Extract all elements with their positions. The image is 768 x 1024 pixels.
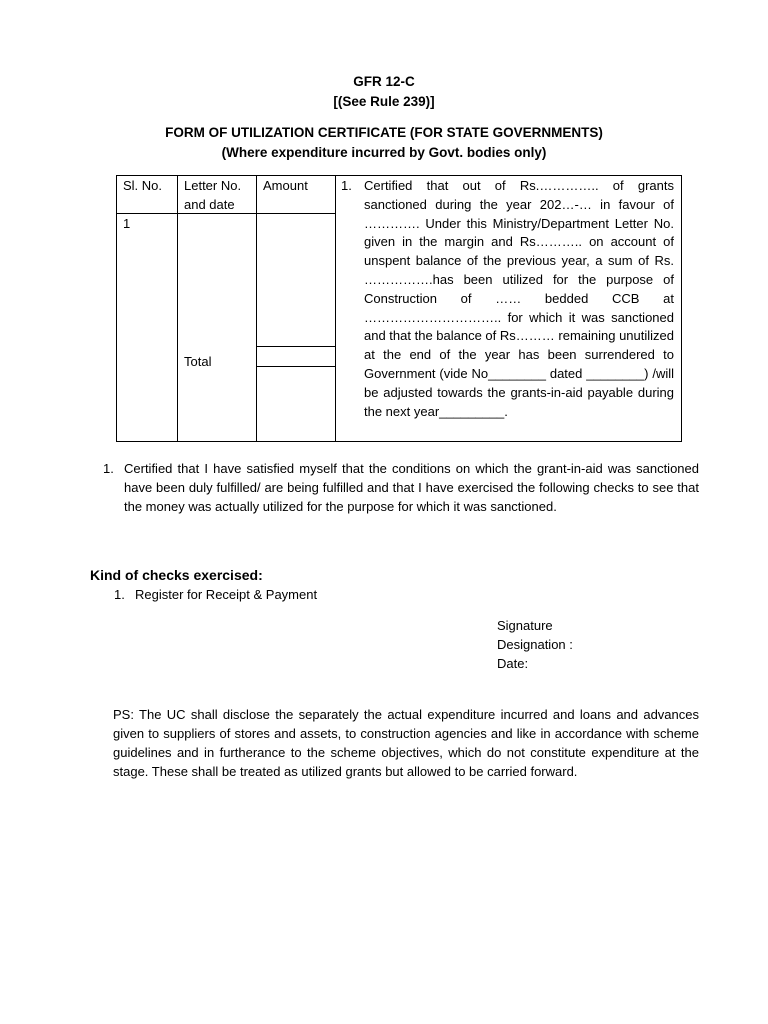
certificate-text: Certified that out of Rs.………….. of grants sanctioned during the year 202…-… in favour of …………. Under this Ministry/Department Letter No. given in the margin and Rs……….. on account of unspent balance of the previous year, a sum of Rs. …………….has been utilized for the purpose of Construction of …… bedded CCB at ………………………….. for which it was sanctioned and that the balance of Rs……… remaining unutilized at the end of the year has been surrendered to Government (vide No________ dated ________) /will be adjusted towards the grants-in-aid payable during the next year_________. xyxy=(364,178,675,419)
rule-reference: [(See Rule 239)] xyxy=(333,94,435,109)
checks-heading: Kind of checks exercised: xyxy=(90,567,263,583)
table-divider xyxy=(177,175,178,441)
certification-number: 1. xyxy=(103,461,114,476)
form-code: GFR 12-C xyxy=(353,74,415,89)
signature-label: Signature xyxy=(497,618,553,633)
table-total-divider xyxy=(256,366,335,367)
table-total-label: Total xyxy=(184,354,212,369)
table-total-divider xyxy=(256,346,335,347)
certificate-number: 1. xyxy=(341,178,352,193)
check-item-number: 1. xyxy=(114,587,125,602)
postscript: PS: The UC shall disclose the separately the actual expenditure incurred and loans and advances given to suppliers of stores and assets, to construction agencies and like in accordance with scheme guidelines and in furtherance to the scheme objectives, which do not constitute expenditure at the stage. These shall be treated as utilized grants but allowed to be carried forward. xyxy=(113,707,699,779)
table-cell-sl-no: 1 xyxy=(123,216,131,231)
table-border-top xyxy=(116,175,682,176)
form-subtitle: (Where expenditure incurred by Govt. bodies only) xyxy=(221,145,547,160)
column-header-sl-no: Sl. No. xyxy=(123,178,163,193)
table-divider xyxy=(256,175,257,441)
column-header-letter-no: Letter No. and date xyxy=(184,178,242,212)
table-divider xyxy=(335,175,336,441)
table-border-right xyxy=(681,175,682,441)
certification-text: Certified that I have satisfied myself that the conditions on which the grant-in-aid was sanctioned have been duly fulfilled/ are being fulfilled and that I have exercised the following checks to see that the money was actually utilized for the purpose for which it was sanctioned. xyxy=(124,461,699,514)
designation-label: Designation : xyxy=(497,637,573,652)
form-title: FORM OF UTILIZATION CERTIFICATE (FOR STATE GOVERNMENTS) xyxy=(165,125,603,140)
table-border-left xyxy=(116,175,117,441)
check-item-text: Register for Receipt & Payment xyxy=(135,587,318,602)
table-border-bottom xyxy=(116,441,682,442)
date-label: Date: xyxy=(497,656,529,671)
column-header-amount: Amount xyxy=(263,178,308,193)
